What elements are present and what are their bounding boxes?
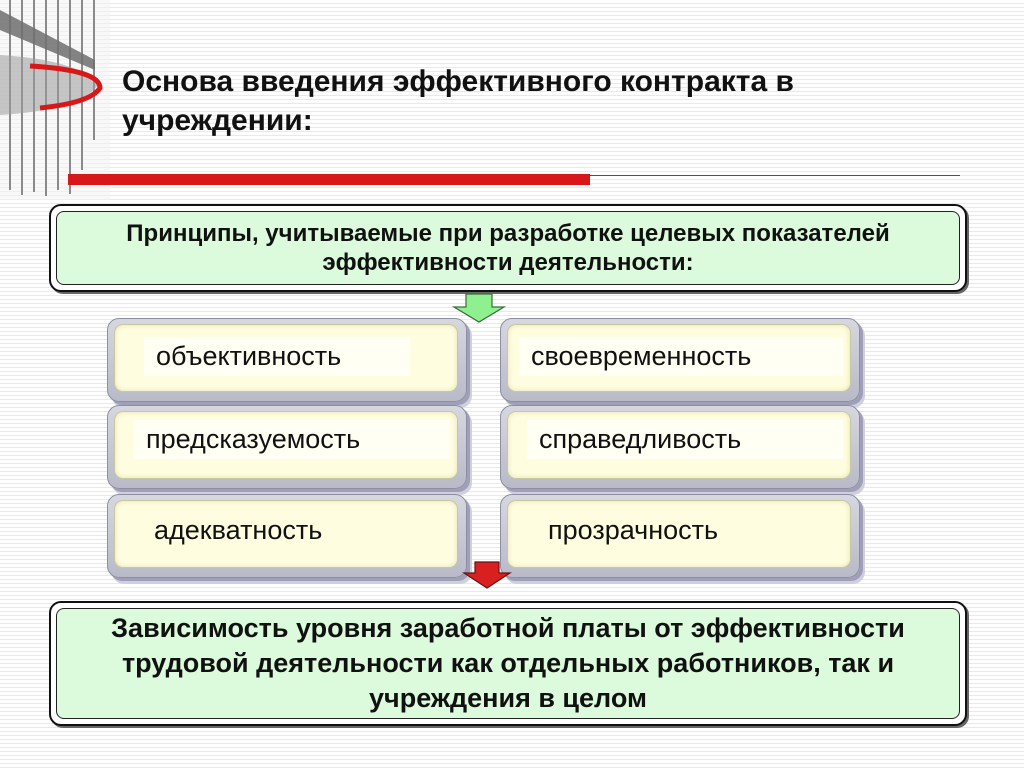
principle-card-timeliness [500, 318, 860, 402]
result-box [49, 601, 967, 726]
principle-label: своевременность [519, 337, 843, 376]
principle-label: предсказуемость [134, 420, 450, 459]
principle-card-fairness [500, 405, 860, 489]
principle-card-transparency [500, 494, 860, 578]
title-divider [68, 170, 960, 190]
principle-card-adequacy [107, 494, 467, 578]
principles-header-text: Принципы, учитываемые при разработке целевых показателей эффективности деятельности: [56, 211, 960, 285]
page-title: Основа введения эффективного контракта в учреждении: [122, 65, 794, 137]
principle-label: объективность [144, 337, 410, 376]
result-text: Зависимость уровня заработной платы от эффективности трудовой деятельности как отдельных работников, так и учреждения в целом [56, 608, 960, 719]
principle-card-predictability [107, 405, 467, 489]
principle-label: справедливость [527, 420, 843, 459]
principle-label: прозрачность [548, 515, 719, 545]
principle-label: адекватность [154, 515, 323, 545]
principles-header-box [49, 204, 967, 292]
down-arrow-icon [462, 561, 512, 589]
principle-card-objectivity [107, 318, 467, 402]
